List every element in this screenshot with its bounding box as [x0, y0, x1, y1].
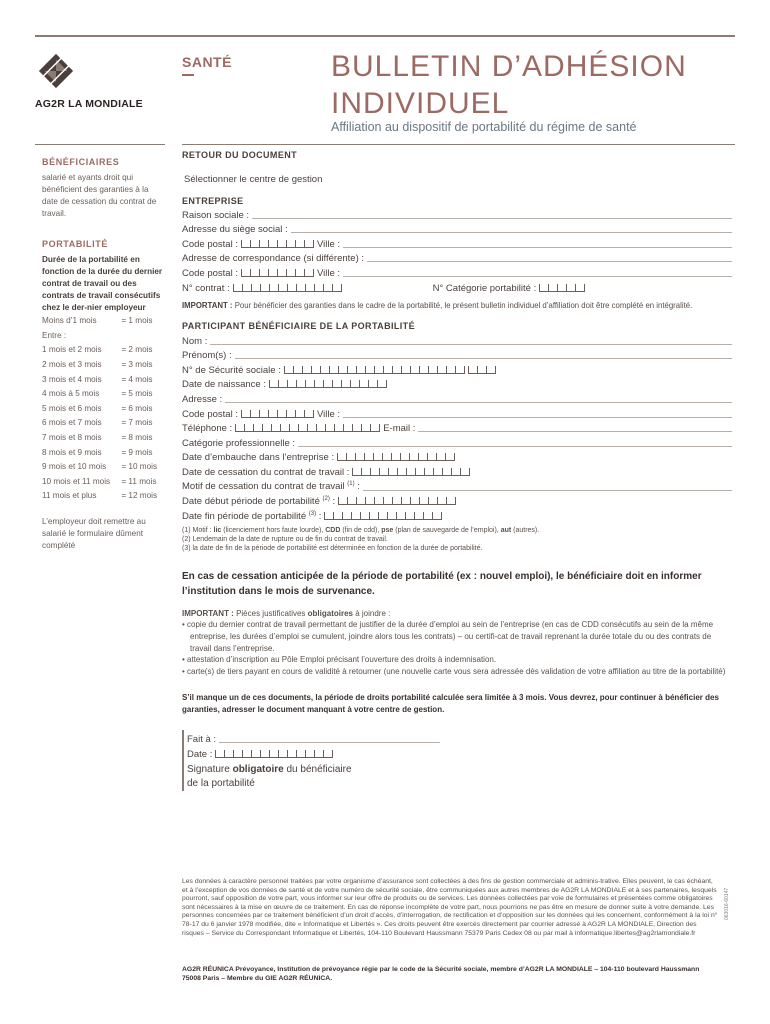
signature-label[interactable]: Signature obligatoire du bénéficiaire de la portabilité	[187, 764, 352, 790]
embauche-cells[interactable]	[337, 453, 455, 461]
duration-range: 9 mois et 10 mois	[42, 462, 107, 472]
portabilite-heading: PORTABILITÉ	[42, 239, 108, 249]
naissance-cells[interactable]	[269, 380, 387, 388]
categorie-pro-field[interactable]: Catégorie professionnelle :	[182, 434, 732, 449]
missing-documents-warning: S’il manque un de ces documents, la période de droits portabilité calculée sera limitée à 3 mois. Vous devrez, pour continuer à bénéficier des garanties, adresser le document manquant à votre centre de gestion.	[182, 693, 719, 715]
cessation-field[interactable]: Date de cessation du contrat de travail :	[182, 463, 732, 478]
beneficiaires-text: salarié et ayants droit qui bénéficient des garanties à la date de cessation du contrat de travail.	[42, 173, 157, 218]
duration-range: 6 mois et 7 mois	[42, 418, 102, 428]
adresse-field[interactable]: Adresse :	[182, 390, 732, 405]
fin-cells[interactable]	[324, 512, 442, 520]
duration-range: 3 mois et 4 mois	[42, 374, 102, 384]
footnote-1: (1) Motif : lic (licenciement hors faute lourde), CDD (fin de cdd), pse (plan de sauvegarde de l’emploi), aut (autres).	[182, 526, 540, 534]
reference-code: 063016-60147	[724, 887, 730, 920]
naissance-field[interactable]: Date de naissance :	[182, 376, 732, 391]
important-notice: IMPORTANT : Pour bénéficier des garanties dans le cadre de la portabilité, le présent bulletin individuel d’affiliation doit être complété en intégralité.	[182, 300, 693, 310]
duration-row	[42, 445, 166, 460]
duration-row	[42, 387, 166, 402]
prenom-field[interactable]: Prénom(s) :	[182, 347, 732, 362]
signature-date-cells[interactable]	[215, 750, 333, 758]
footnotes	[182, 526, 732, 553]
duration-row	[42, 431, 166, 446]
nom-field[interactable]: Nom :	[182, 332, 732, 347]
telephone-cells[interactable]	[235, 424, 380, 432]
participant-code-postal-cells[interactable]	[241, 410, 314, 418]
category-dash	[182, 74, 194, 76]
institution-notice: AG2R RÉUNICA Prévoyance, Institution de prévoyance régie par le code de la Sécurité sociale, membre d’AG2R LA MONDIALE – 104-110 boulevard Haussmann 75008 Paris – Membre du GIE AG2R RÉUNICA.	[182, 966, 700, 982]
duration-value: = 3 mois	[121, 360, 153, 370]
footnote-3: (3) la date de fin de la période de portabilité est déterminée en fonction de la durée de portabilité.	[182, 544, 483, 552]
duration-range: Moins d’1 mois	[42, 316, 97, 326]
brand-logo	[35, 52, 170, 110]
beneficiaires-heading: BÉNÉFICIAIRES	[42, 157, 120, 167]
justificatif-item-3: • carte(s) de tiers payant en cours de validité à retourner (une nouvelle carte vous sera adressée dès validation de votre affiliation au titre de la portabilité)	[182, 666, 726, 676]
duration-value: = 10 mois	[121, 462, 158, 472]
participant-heading: PARTICIPANT BÉNÉFICIAIRE DE LA PORTABILITÉ	[182, 321, 415, 332]
duration-range: 8 mois et 9 mois	[42, 447, 102, 457]
duration-range: 10 mois et 11 mois	[42, 476, 111, 486]
duration-row	[42, 372, 166, 387]
duration-range: 1 mois et 2 mois	[42, 345, 102, 355]
page-title	[331, 48, 731, 122]
secu-key-cells[interactable]	[468, 366, 496, 374]
contrat-field[interactable]: N° contrat : N° Catégorie portabilité :	[182, 279, 732, 294]
raison-sociale-field[interactable]: Raison sociale :	[182, 206, 732, 221]
justificatifs-notice: IMPORTANT : Pièces justificatives obligatoires à joindre : • copie du dernier contrat de travail permettant de justifier de la durée d’emploi au sein de l’entreprise (en cas de CDD consécutifs au sein de la même entreprise, les durées d’emploi se cumulent, joindre alors tous les contrats) – ou certifi-cat de travail reprenant la durée totale du ou des contrats de travail dans l’entreprise. • attestation d’inscription au Pôle Emploi précisant l’ouverture des droits à indemnisation. • carte(s) de tiers payant en cours de validité à retourner (une nouvelle carte vous sera adressée dès validation de votre affiliation au titre de la portabilité)	[182, 608, 732, 678]
duration-value: = 1 mois	[121, 316, 153, 326]
debut-portabilite-field[interactable]: Date début période de portabilité $^{(2)}$ :	[182, 493, 732, 508]
code-postal-ville-2-field[interactable]: Code postal : Ville :	[182, 264, 732, 279]
duration-row	[42, 402, 166, 417]
categorie-portabilite-label: N° Catégorie portabilité :	[432, 282, 537, 294]
duration-row	[42, 314, 166, 329]
legal-notice: Les données à caractère personnel traitées par votre organisme d’assurance sont collectées à des fins de gestion commerciale et adminis-trative. Elles peuvent, le cas échéant, et à l’exception de vos données de santé et de votre numéro de sécurité sociale, être communiquées aux autres membres de AG2R LA MONDIALE et à ses partenaires, lesquels pourront, sauf opposition de votre part, vous informer sur leur offre de produits ou de services. Les données collectées par voie de formulaires et présentées comme obligatoires sont nécessaires à la mise en œuvre de ce traitement. En cas de réponse incomplète de votre part, nous pourrions ne pas être en mesure de donner suite à votre demande. Les personnes concernées par ce traitement bénéficient d’un droit d’accès, d’interrogation, de rectification et d’opposition sur les données qui les concernent, conformément à la loi n° 78-17 du 6 janvier 1978 modifiée, dite « Informatique et Libertés ». Ces droits peuvent être exercés directement par courrier adressé à AG2R LA MONDIALE, Direction des risques – Service du Correspondant Informatique et Libertés, 104-110 Boulevard Haussmann 75379 Paris Cedex 08 ou par mail à informatique.libertes@ag2rlamondiale.fr	[182, 878, 718, 937]
category-label: SANTÉ	[182, 54, 232, 70]
adresse-siege-field[interactable]: Adresse du siège social :	[182, 221, 732, 236]
footnote-2: (2) Lendemain de la date de rupture ou de fin du contrat de travail.	[182, 535, 388, 543]
motif-field[interactable]: Motif de cessation du contrat de travail $^{(1)}$ :	[182, 478, 732, 493]
divider-left	[35, 144, 165, 145]
duration-value: = 12 mois	[121, 491, 158, 501]
sidebar	[42, 156, 166, 552]
telephone-email-field[interactable]: Téléphone : E-mail :	[182, 420, 732, 435]
duration-value: = 8 mois	[121, 433, 153, 443]
categorie-cells[interactable]	[539, 284, 585, 292]
duration-range: 4 mois à 5 mois	[42, 389, 100, 399]
adresse-corresp-field[interactable]: Adresse de correspondance (si différente) :	[182, 250, 732, 265]
debut-cells[interactable]	[338, 497, 456, 505]
retour-heading: RETOUR DU DOCUMENT	[182, 150, 298, 160]
divider-right	[182, 144, 735, 145]
entreprise-heading: ENTREPRISE	[182, 196, 244, 206]
contrat-cells[interactable]	[233, 284, 342, 292]
secu-cells[interactable]	[284, 366, 465, 374]
title-line-1: BULLETIN D’ADHÉSION	[331, 50, 687, 83]
employer-note: L’employeur doit remettre au salarié le formulaire dûment complété	[42, 516, 146, 550]
duration-row	[42, 489, 166, 504]
code-postal-2-cells[interactable]	[241, 269, 314, 277]
duration-value: = 6 mois	[121, 403, 153, 413]
top-rule	[35, 35, 735, 37]
duration-row	[42, 416, 166, 431]
duration-value: = 7 mois	[121, 418, 153, 428]
title-line-2: INDIVIDUEL	[331, 87, 510, 120]
code-postal-ville-field[interactable]: Code postal : Ville :	[182, 235, 732, 250]
duration-value: = 4 mois	[121, 374, 153, 384]
justificatif-item-2: • attestation d’inscription au Pôle Emploi précisant l’ouverture des droits à indemnisation.	[182, 655, 497, 665]
duration-range: 11 mois et plus	[42, 491, 97, 501]
ag2r-diamond-logo-icon	[37, 52, 75, 90]
cessation-notice: En cas de cessation anticipée de la période de portabilité (ex : nouvel emploi), le bénéficiaire doit en informer l’institution dans le mois de survenance.	[182, 570, 702, 597]
embauche-field[interactable]: Date d’embauche dans l’entreprise :	[182, 449, 732, 464]
portabilite-text: Durée de la portabilité en fonction de la durée du dernier contrat de travail ou des contrats de travail consécutifs chez le der-nier employeur	[42, 255, 163, 312]
participant-code-postal-field[interactable]: Code postal : Ville :	[182, 405, 732, 420]
justificatif-item-1: • copie du dernier contrat de travail permettant de justifier de la durée d’emploi au sein de l’entreprise (en cas de CDD consécutifs au sein de la même entreprise, les durées d’emploi se cumulent, joindre alors tous les contrats) – ou certifi-cat de travail reprenant la durée totale du ou des contrats de travail dans l’entreprise.	[182, 620, 714, 653]
duration-value: = 2 mois	[121, 345, 153, 355]
duration-value: = 5 mois	[121, 389, 153, 399]
duration-value: = 11 mois	[121, 476, 157, 486]
fin-portabilite-field[interactable]: Date fin période de portabilité $^{(3)}$ :	[182, 507, 732, 522]
duration-row	[42, 460, 166, 475]
code-postal-cells[interactable]	[241, 240, 314, 248]
duration-range: 2 mois et 3 mois	[42, 360, 102, 370]
fait-a-field[interactable]: Fait à :	[187, 730, 440, 745]
secu-field[interactable]: N° de Sécurité sociale :	[182, 361, 732, 376]
centre-gestion-select[interactable]: Sélectionner le centre de gestion	[184, 174, 323, 185]
duration-value: = 9 mois	[121, 447, 153, 457]
brand-name: AG2R LA MONDIALE	[35, 98, 143, 110]
duration-row	[42, 358, 166, 373]
duration-row	[42, 343, 166, 358]
cessation-cells[interactable]	[352, 468, 470, 476]
duration-range: Entre :	[42, 330, 67, 340]
duration-row	[42, 475, 166, 490]
signature-box	[182, 730, 440, 791]
duration-range: 5 mois et 6 mois	[42, 403, 102, 413]
form-body	[182, 150, 732, 791]
signature-date-field[interactable]: Date :	[187, 745, 440, 760]
page-subtitle: Affiliation au dispositif de portabilité du régime de santé	[331, 120, 637, 134]
duration-table	[42, 314, 166, 504]
duration-row	[42, 329, 166, 344]
duration-range: 7 mois et 8 mois	[42, 433, 102, 443]
